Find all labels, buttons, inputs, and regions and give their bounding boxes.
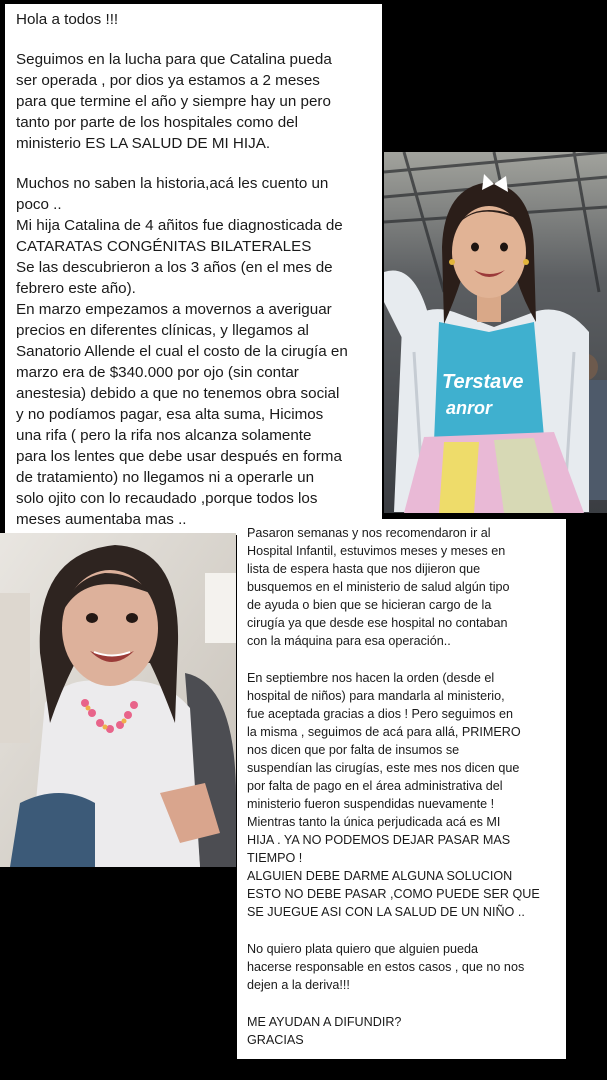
photo-girl-blue-shirt (384, 152, 607, 513)
shirt-text: anror (446, 398, 493, 418)
post-text-card-top (5, 4, 382, 535)
post-paragraph: No quiero plata quiero que alguien pueda hacerse responsable en estos casos , que no nos dejen a la deriva!!! (247, 942, 525, 992)
post-greeting: Hola a todos !!! (16, 11, 119, 28)
post-paragraph: Seguimos en la lucha para que Catalina pueda ser operada , por dios ya estamos a 2 meses para que termine el año y siempre hay un pero tanto por parte de los hospitales como del ministerio ES LA SALUD DE MI HIJA. (16, 51, 332, 152)
post-paragraph: Muchos no saben la historia,acá les cuento un poco .. Mi hija Catalina de 4 añitos fue diagnosticada de CATARATAS CONGÉNITAS BILATERALES Se las descubrieron a los 3 años (en el mes de febrero este año). En marzo empezamos a movernos a averiguar precios en diferentes clínicas, y llegamos al Sanatorio Allende el cual el costo de la cirugía en marzo era de $340.000 por ojo (sin contar anestesia) debido a que no tenemos obra social y no podíamos pagar, esa alta suma, Hicimos una rifa ( pero la rifa nos alcanza solamente para los lentes que debe usar después en forma de tratamiento) no llegamos ni a operarle un solo ojito con lo recaudado ,porque todos los meses aumentaba mas .. (16, 175, 348, 528)
post-paragraph: Pasaron semanas y nos recomendaron ir al Hospital Infantil, estuvimos meses y meses en lista de espera hasta que nos dijieron que busquemos en el ministerio de salud algún tipo de ayuda o bien que se hicieran cargo de la cirugía ya que desde ese hospital no contaban con la máquina para esa operación.. (247, 526, 510, 648)
post-closing: ME AYUDAN A DIFUNDIR? GRACIAS (247, 1015, 402, 1047)
shirt-text: Terstave (442, 371, 524, 393)
post-paragraph: En septiembre nos hacen la orden (desde el hospital de niños) para mandarla al ministerio, fue aceptada gracias a dios ! Pero seguimos en la misma , seguimos de acá para allá, PRIMERO nos dicen que por falta de insumos se suspendían las cirugías, este mes nos dicen que por falta de pago en el área administrativa del ministerio fueron suspendidas nuevamente ! Mientras tanto la única perjudicada acá es MI HIJA . YA NO PODEMOS DEJAR PASAR MAS TIEMPO ! ALGUIEN DEBE DARME ALGUNA SOLUCION ESTO NO DEBE PASAR ,COMO PUEDE SER QUE SE JUEGUE ASI CON LA SALUD DE UN NIÑO .. (247, 671, 540, 919)
photo-girl-white-shirt (0, 533, 236, 867)
post-text-card-bottom (237, 519, 566, 1059)
